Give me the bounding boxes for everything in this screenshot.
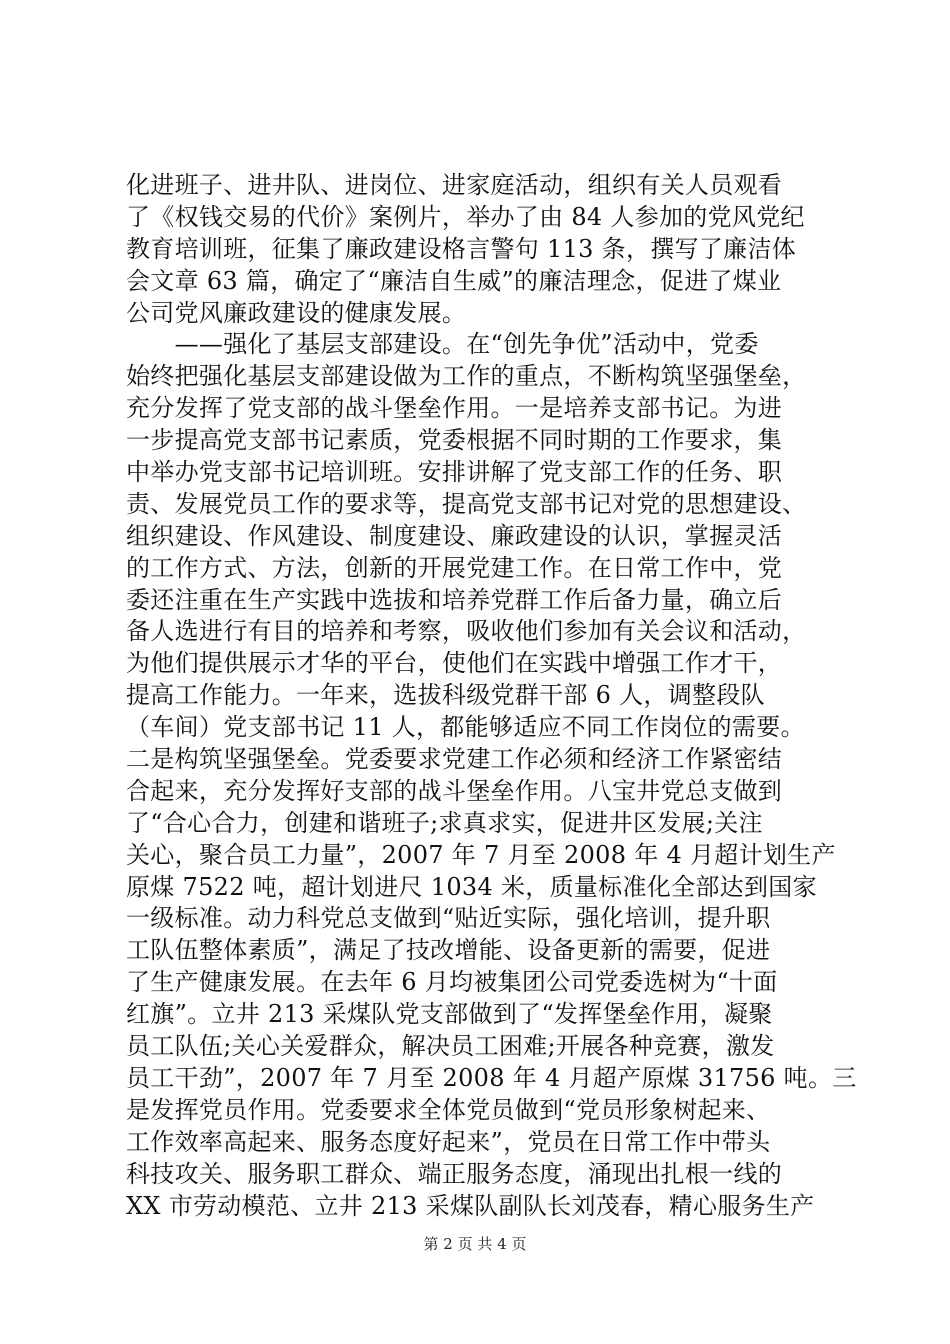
text-line: 是发挥党员作用。党委要求全体党员做到“党员形象树起来、 — [126, 1095, 771, 1124]
text-line: 的工作方式、方法，创新的开展党建工作。在日常工作中，党 — [126, 553, 783, 582]
text-line: 充分发挥了党支部的战斗堡垒作用。一是培养支部书记。为进 — [126, 394, 783, 423]
text-line: 红旗”。立井 213 采煤队党支部做到了“发挥堡垒作用，凝聚 — [126, 1000, 773, 1029]
text-line: 了《权钱交易的代价》案例片，举办了由 84 人参加的党风党纪 — [126, 202, 805, 231]
text-line: ——强化了基层支部建设。在“创先争优”活动中，党委 — [126, 330, 759, 359]
text-line: 为他们提供展示才华的平台，使他们在实践中增强工作才干， — [126, 649, 783, 678]
text-line: 一步提高党支部书记素质，党委根据不同时期的工作要求，集 — [126, 426, 783, 455]
text-line: 工作效率高起来、服务态度好起来”，党员在日常工作中带头 — [126, 1127, 771, 1156]
text-line: 责、发展党员工作的要求等，提高党支部书记对党的思想建设、 — [126, 489, 807, 518]
text-line: 会文章 63 篇，确定了“廉洁自生威”的廉洁理念，促进了煤业 — [126, 266, 782, 295]
text-line: 科技攻关、服务职工群众、端正服务态度，涌现出扎根一线的 — [126, 1159, 783, 1188]
text-line: 提高工作能力。一年来，选拔科级党群干部 6 人，调整段队 — [126, 681, 765, 710]
text-line: 公司党风廉政建设的健康发展。 — [126, 298, 467, 327]
text-line: 了生产健康发展。在去年 6 月均被集团公司党委选树为“十面 — [126, 968, 778, 997]
text-line: 教育培训班，征集了廉政建设格言警句 113 条，撰写了廉洁体 — [126, 234, 797, 263]
body-text — [126, 170, 857, 1222]
text-line: 合起来，充分发挥好支部的战斗堡垒作用。八宝井党总支做到 — [126, 776, 783, 805]
text-line: 原煤 7522 吨，超计划进尺 1034 米，质量标准化全部达到国家 — [126, 872, 817, 901]
text-line: 始终把强化基层支部建设做为工作的重点，不断构筑坚强堡垒， — [126, 362, 807, 391]
text-line: 二是构筑坚强堡垒。党委要求党建工作必须和经济工作紧密结 — [126, 745, 783, 774]
text-line: 关心，聚合员工力量”，2007 年 7 月至 2008 年 4 月超计划生产 — [126, 840, 836, 869]
text-line: 中举办党支部书记培训班。安排讲解了党支部工作的任务、职 — [126, 458, 783, 487]
text-line: 员工队伍;关心关爱群众，解决员工困难;开展各种竞赛，激发 — [126, 1032, 775, 1061]
text-line: 工队伍整体素质”，满足了技改增能、设备更新的需要，促进 — [126, 936, 771, 965]
text-line: 员工干劲”，2007 年 7 月至 2008 年 4 月超产原煤 31756 吨。三 — [126, 1063, 857, 1092]
text-line: （车间）党支部书记 11 人，都能够适应不同工作岗位的需要。 — [126, 713, 805, 742]
page-footer: 第 2 页 共 4 页 — [423, 1235, 527, 1253]
text-line: 化进班子、进井队、进岗位、进家庭活动，组织有关人员观看 — [126, 171, 783, 199]
text-line: XX 市劳动模范、立井 213 采煤队副队长刘茂春，精心服务生产 — [126, 1191, 815, 1220]
text-line: 委还注重在生产实践中选拔和培养党群工作后备力量，确立后 — [126, 585, 783, 614]
text-line: 备人选进行有目的培养和考察，吸收他们参加有关会议和活动， — [126, 617, 807, 646]
text-line: 一级标准。动力科党总支做到“贴近实际，强化培训，提升职 — [126, 904, 771, 933]
text-line: 组织建设、作风建设、制度建设、廉政建设的认识，掌握灵活 — [126, 521, 783, 550]
text-line: 了“合心合力，创建和谐班子;求真求实，促进井区发展;关注 — [126, 808, 763, 837]
